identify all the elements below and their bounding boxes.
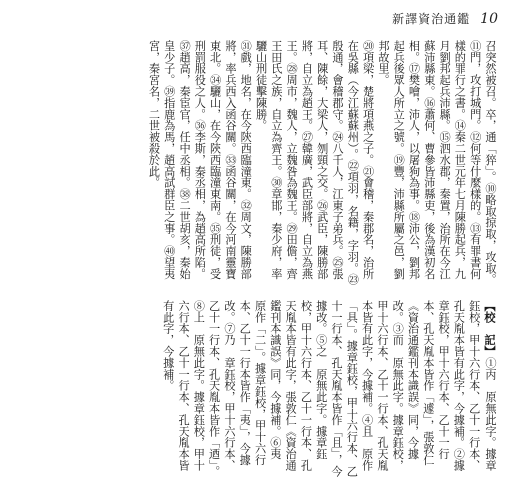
running-title: 新譯資治通鑑 — [392, 12, 471, 26]
annotation-paragraph: ㉛戲，地名，在今陝西臨潼東。㉜周文，陳勝部將，率兵西入函谷關。㉝函谷關，在今河南靈寶東北。㉞驪山，在今陝西臨潼東南。㉟刑徒，受刑罰服役之人。㊱李斯，秦丞相，為趙高所陷。㊲趙高，秦宦官，任中丞相。㊳二世胡亥，秦始皇少子。㊴指鹿為馬，趙高試群臣之事。㊵望夷宮，秦宮名，二世被殺於此。 — [147, 40, 253, 280]
collation-paragraph: ①丙 原無此字。據章鈺校，甲十六行本、乙十一行本、孔天胤本皆有此字，今據補。②據 章鈺校，甲十六行本、乙十一行本、孔天胤本皆作「遽」，張敦仁《資治通鑑刊本識誤》同，今據改。③而 原無此字。據章鈺校，甲十六行本、乙十一行本、孔天胤本皆有此字，今據補。④且 原作「具」。據章鈺校，甲十六行本、乙十一行本、孔天胤本皆作「且」，今據改。 — [314, 300, 497, 482]
annotation-body — [22, 40, 498, 290]
section-divider — [22, 294, 498, 295]
page-number: 10 — [480, 10, 498, 27]
annotation-paragraph: 召突然被召。卒，通「猝」。⑩略取掠取，攻取。⑪門，攻打城門。⑫何等什麼樣的。⑬有罪書何樣的罪行之書。⑭秦二世元年七月陳勝起兵，九月劉邦起兵沛縣。⑮泗水郡，秦置，治所在今江蘇沛縣東。⑯蕭何、曹參皆沛縣吏，後為漢初名相。⑰樊噲，沛人，以屠狗為事。⑱沛公，劉邦起兵後眾人所立之號。⑲豐，沛縣所屬之邑，劉邦故里。 — [376, 40, 497, 286]
collation-heading: 【校 記】 — [483, 300, 497, 357]
collation-paragraph: ⑤之 原無此字。據章鈺校，甲十六行本、乙十一行本、孔天胤本皆有此字，張敦仁《資治通鑑刊本識誤》同，今據補。⑥夷 原作「二」。據章鈺校，甲十六行本、乙十一行本皆作「夷」，今據改。⑦乃 章鈺校，甲十六行本、乙十一行本、孔天胤本皆作「迺」。⑧上 原無此字。據章鈺校，甲十六行本、乙十一行本、孔天胤本皆有此字，今據補。 — [161, 300, 328, 477]
annotation-paragraph: ⑳項梁，楚將項燕之子。㉑會稽，秦郡名，治所在吳縣（今江蘇蘇州）。㉒項羽，名籍，字羽。㉓殷通，會稽郡守。㉔八千人，江東子弟兵。㉕張耳、陳餘，大梁人，刎頸之交。㉖武臣，陳勝部將，自立為趙王。㉗韓廣，武臣部將，自立為燕王。㉘周市，魏人，立魏咎為魏王。㉙田儋，齊王田氏之族，自立為齊王。㉚章邯，秦少府，率驪山刑徒擊陳勝。 — [254, 40, 375, 286]
collation-notes — [22, 300, 498, 482]
page-header — [392, 10, 498, 27]
